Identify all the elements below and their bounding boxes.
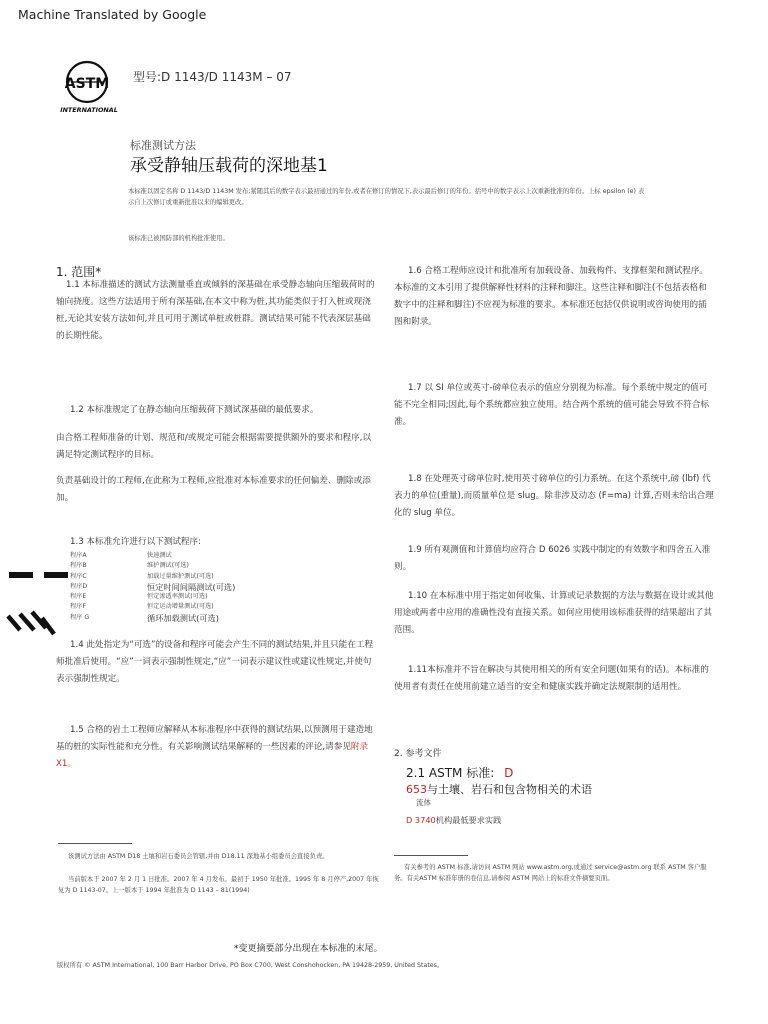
- section-2-heading: 2. 参考文件: [394, 749, 442, 759]
- procedure-code: 程序A: [70, 552, 87, 559]
- ref-d653-code-part1[interactable]: D: [504, 766, 514, 780]
- copyright-line: 版权所有 © ASTM International, 100 Barr Harbor Drive, PO Box C700, West Conshohocken, PA 19428-2959, United States。: [57, 962, 444, 969]
- footnote-rule-left: [58, 843, 132, 844]
- paragraph-1-7: 1.7 以 SI 单位或英寸-磅单位表示的值应分别视为标准。每个系统中规定的值可能不完全相同;因此,每个系统都应独立使用。结合两个系统的值可能会导致不符合标准。: [394, 383, 710, 427]
- logo-text-astm: ASTM: [64, 76, 110, 92]
- astm-logo: [58, 58, 122, 116]
- section-2-1-label: 2.1 ASTM 标准:: [406, 766, 495, 780]
- paragraph-1-6: 1.6 合格工程师应设计和批准所有加载设备、加载构件、支撑框架和测试程序。本标准的文本引用了提供解释性材料的注释和脚注。这些注释和脚注(不包括表格和数字中的注释和脚注)不应视为标准的要求。本标准还包括仅供说明或咨询使用的插图和附录。: [394, 266, 708, 327]
- designation: 型号:D 1143/D 1143M – 07: [133, 70, 292, 84]
- footnote-3: 有关参考的 ASTM 标准,请访问 ASTM 网站 www.astm.org,或通过 service@astm.org 联系 ASTM 客户服务。有关ASTM 标准年册的卷信息,请参阅 ASTM 网站上的标准文件摘要页面。: [394, 864, 707, 882]
- procedure-name: 加载过量维护测试(可选): [147, 572, 214, 580]
- paragraph-1-5-end: 。: [67, 759, 76, 769]
- ref-d653-title: 与土壤、岩石和包含物相关的术语: [427, 783, 592, 796]
- paragraph-1-2c: 负责基础设计的工程师,在此称为工程师,应批准对本标准要求的任何偏差、删除或添加。: [56, 476, 371, 503]
- section-2-1-heading: [406, 764, 513, 781]
- margin-dash-mark: [44, 572, 68, 578]
- document-title: 承受静轴压载荷的深地基1: [130, 156, 328, 176]
- ref-d3740-title: 机构最低要求实践: [435, 815, 502, 825]
- paragraph-1-11: 1.11本标准并不旨在解决与其使用相关的所有安全问题(如果有的话)。本标准的使用者有责任在使用前建立适当的安全和健康实践并确定法规限制的适用性。: [394, 665, 709, 692]
- reference-d653: [406, 781, 592, 797]
- procedure-code: 程序C: [70, 572, 87, 580]
- footnote-rule-right: [394, 855, 468, 856]
- procedure-name: 快速测试: [147, 552, 172, 559]
- footnote-2: 当前版本于 2007 年 2 月 1 日批准。2007 年 4 月发布。最初于 1950 年批准。1995 年 8 月停产,2007 年恢复为 D 1143-07。上一版本于 1994 年批准为 D 1143 – 81(1994): [58, 876, 379, 894]
- section-1-heading: 1. 范围*: [56, 265, 102, 279]
- paragraph-1-8: 1.8 在处理英寸磅单位时,使用英寸磅单位的引力系统。在这个系统中,磅 (lbf) 代表力的单位(重量),而质量单位是 slug。除非涉及动态 (F=ma) 计算,否则未给出合理化的 slug 单位。: [394, 474, 714, 518]
- procedure-name: 维护测试(可选): [147, 562, 189, 570]
- ref-d3740-code[interactable]: D 3740: [406, 815, 436, 825]
- paragraph-1-3: 1.3 本标准允许进行以下测试程序:: [70, 537, 202, 547]
- summary-of-changes-note: *变更摘要部分出现在本标准的末尾。: [234, 944, 383, 954]
- approval-note: 该标准已被国防部的机构批准使用。: [128, 235, 229, 242]
- paragraph-1-4: 1.4 此处指定为“可选”的设备和程序可能会产生不同的测试结果,并且只能在工程师批准后使用。“应”一词表示强制性规定,“应”一词表示建议性或建议性规定,并使句表示强制性规定。: [56, 640, 374, 684]
- procedure-name: 恒定运动增量测试(可选): [147, 603, 214, 611]
- machine-translated-banner: Machine Translated by Google: [18, 7, 207, 22]
- procedure-code: 程序 G: [70, 613, 90, 621]
- procedure-name: 循环加载测试(可选): [147, 612, 219, 623]
- standard-kind: 标准测试方法: [130, 139, 196, 152]
- ref-d653-continuation: 流体: [416, 798, 431, 807]
- paragraph-1-1: 1.1 本标准描述的测试方法测量垂直或倾斜的深基础在承受静态轴向压缩载荷时的轴向挠度。这些方法适用于所有深基础,在本文中称为桩,其功能类似于打入桩或现浇桩,无论其安装方法如何,并且可用于测试单桩或桩群。测试结果可能不代表深层基础的长期性能。: [56, 280, 375, 341]
- procedure-name: 恒定时间间隔测试(可选): [147, 581, 236, 592]
- procedure-code: 程序E: [70, 593, 87, 601]
- intro-note: 本标准以固定名称 D 1143/D 1143M 发布;紧随其后的数字表示最初通过的年份,或者在修订的情况下,表示最后修订的年份。括号中的数字表示上次重新批准的年份。上标 epsilon (e) 表示自上次修订或重新批准以来的编辑更改。: [128, 188, 645, 206]
- procedure-code: 程序F: [70, 603, 86, 611]
- procedure-code: 程序D: [70, 582, 88, 590]
- procedure-code: 程序B: [70, 562, 87, 570]
- margin-stripes-mark: [6, 610, 56, 638]
- ref-d653-code-part2[interactable]: 653: [406, 783, 427, 796]
- footnote-1: 该测试方法由 ASTM D18 土壤和岩石委员会管辖,并由 D18.11 深地基小组委员会直接负责。: [68, 853, 329, 860]
- paragraph-1-2b: 由合格工程师准备的计划、规范和/或规定可能会根据需要提供额外的要求和程序,以满足特定测试程序的目标。: [56, 433, 372, 460]
- paragraph-1-10: 1.10 在本标准中用于指定如何收集、计算或记录数据的方法与数据在设计或其他用途或两者中应用的准确性没有直接关系。如何应用使用该标准获得的结果超出了其范围。: [394, 591, 714, 635]
- procedure-list: [70, 551, 287, 623]
- paragraph-1-9: 1.9 所有观测值和计算值均应符合 D 6026 实践中制定的有效数字和四舍五入准则。: [394, 545, 711, 572]
- reference-d3740: [406, 815, 501, 826]
- procedure-name: 恒定渗透率测试(可选): [147, 593, 208, 601]
- logo-text-international: INTERNATIONAL: [60, 106, 118, 114]
- paragraph-1-2: 1.2 本标准规定了在静态轴向压缩载荷下测试深基础的最低要求。: [70, 405, 319, 415]
- appendix-x1-link[interactable]: 附录 X1: [56, 742, 369, 769]
- paragraph-1-5: [56, 722, 376, 773]
- margin-dash-mark: [9, 572, 33, 578]
- paragraph-1-5-text: 1.5 合格的岩土工程师应解释从本标准程序中获得的测试结果,以预测用于建造地基的桩的实际性能和充分性。有关影响测试结果解释的一些因素的评论,请参见: [56, 725, 373, 752]
